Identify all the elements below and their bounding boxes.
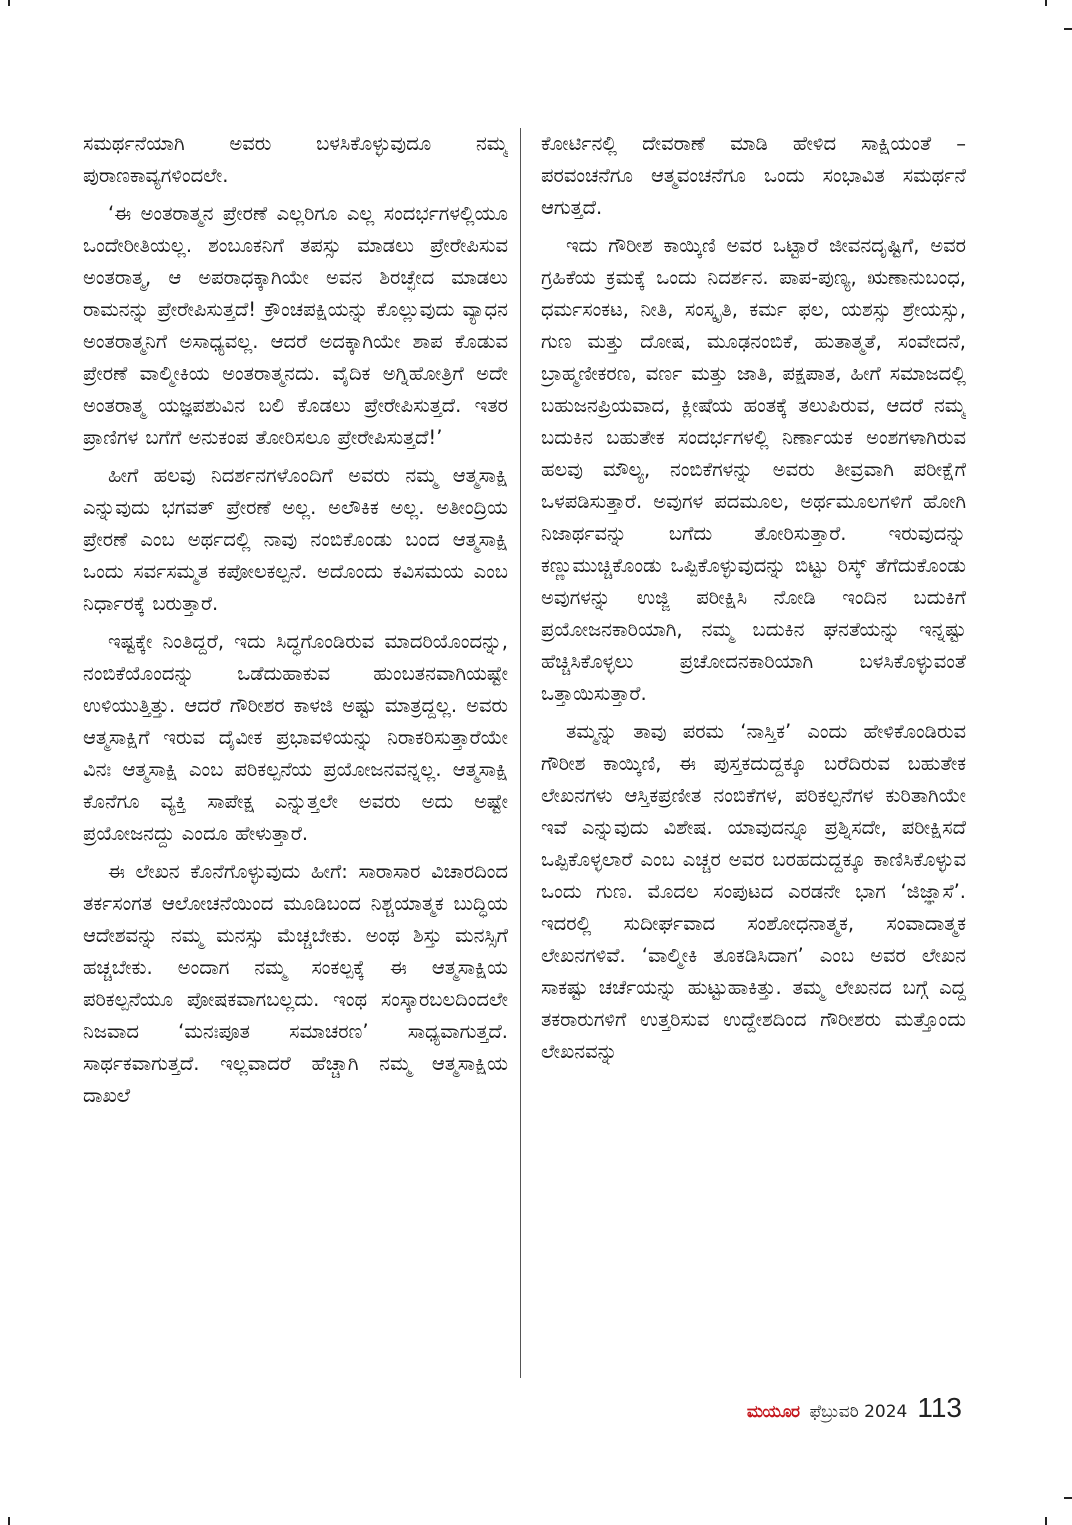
paragraph: ಹೀಗೆ ಹಲವು ನಿದರ್ಶನಗಳೊಂದಿಗೆ ಅವರು ನಮ್ಮ ಆತ್ಮಸಾಕ್ಷಿ ಎನ್ನುವುದು ಭಗವತ್ ಪ್ರೇರಣೆ ಅಲ್ಲ. ಅಲೌಕಿಕ ಅಲ್ಲ. ಅತೀಂದ್ರಿಯ ಪ್ರೇರಣೆ ಎಂಬ ಅರ್ಥದಲ್ಲಿ ನಾವು ನಂಬಿಕೊಂಡು ಬಂದ ಆತ್ಮಸಾಕ್ಷಿ ಒಂದು ಸರ್ವಸಮ್ಮತ ಕಪೋಲಕಲ್ಪನೆ. ಅದೊಂದು ಕವಿಸಮಯ ಎಂಬ ನಿರ್ಧಾರಕ್ಕೆ ಬರುತ್ತಾರೆ. bbox=[83, 464, 508, 615]
paragraph: ‘ಈ ಅಂತರಾತ್ಮನ ಪ್ರೇರಣೆ ಎಲ್ಲರಿಗೂ ಎಲ್ಲ ಸಂದರ್ಭಗಳಲ್ಲಿಯೂ ಒಂದೇರೀತಿಯಲ್ಲ. ಶಂಬೂಕನಿಗೆ ತಪಸ್ಸು ಮಾಡಲು ಪ್ರೇರೇಪಿಸುವ ಅಂತರಾತ್ಮ, ಆ ಅಪರಾಧಕ್ಕಾಗಿಯೇ ಅವನ ಶಿರಚ್ಛೇದ ಮಾಡಲು ರಾಮನನ್ನು ಪ್ರೇರೇಪಿಸುತ್ತದೆ! ಕ್ರೌಂಚಪಕ್ಷಿಯನ್ನು ಕೊಲ್ಲುವುದು ವ್ಯಾಧನ ಅಂತರಾತ್ಮನಿಗೆ ಅಸಾಧ್ಯವಲ್ಲ. ಆದರೆ ಅದಕ್ಕಾಗಿಯೇ ಶಾಪ ಕೊಡುವ ಪ್ರೇರಣೆ ವಾಲ್ಮೀಕಿಯ ಅಂತರಾತ್ಮನದು. ವೈದಿಕ ಅಗ್ನಿಹೋತ್ರಿಗೆ ಅದೇ ಅಂತರಾತ್ಮ ಯಜ್ಞಪಶುವಿನ ಬಲಿ ಕೊಡಲು ಪ್ರೇರೇಪಿಸುತ್ತದೆ. ಇತರ ಪ್ರಾಣಿಗಳ ಬಗೆಗೆ ಅನುಕಂಪ ತೋರಿಸಲೂ ಪ್ರೇರೇಪಿಸುತ್ತದೆ!’ bbox=[83, 202, 508, 449]
article-body bbox=[83, 128, 966, 1378]
paragraph: ಕೋರ್ಟಿನಲ್ಲಿ ದೇವರಾಣೆ ಮಾಡಿ ಹೇಳಿದ ಸಾಕ್ಷಿಯಂತೆ – ಪರವಂಚನೆಗೂ ಆತ್ಮವಂಚನೆಗೂ ಒಂದು ಸಂಭಾವಿತ ಸಮರ್ಥನೆ ಆಗುತ್ತದೆ. bbox=[541, 132, 966, 219]
page-footer bbox=[747, 1392, 962, 1424]
page-number: 113 bbox=[917, 1392, 962, 1423]
crop-mark-top-right bbox=[1045, 0, 1047, 6]
crop-mark-bottom-left bbox=[8, 1517, 10, 1525]
crop-mark-bottom-right bbox=[1045, 1517, 1047, 1525]
paragraph: ಸಮರ್ಥನೆಯಾಗಿ ಅವರು ಬಳಸಿಕೊಳ್ಳುವುದೂ ನಮ್ಮ ಪುರಾಣಕಾವ್ಯಗಳಿಂದಲೇ. bbox=[83, 132, 508, 187]
right-column bbox=[541, 128, 966, 1378]
paragraph: ಇದು ಗೌರೀಶ ಕಾಯ್ಕಿಣಿ ಅವರ ಒಟ್ಟಾರೆ ಜೀವನದೃಷ್ಟಿಗೆ, ಅವರ ಗ್ರಹಿಕೆಯ ಕ್ರಮಕ್ಕೆ ಒಂದು ನಿದರ್ಶನ. ಪಾಪ-ಪುಣ್ಯ, ಋಣಾನುಬಂಧ, ಧರ್ಮಸಂಕಟ, ನೀತಿ, ಸಂಸ್ಕೃತಿ, ಕರ್ಮ ಫಲ, ಯಶಸ್ಸು ಶ್ರೇಯಸ್ಸು, ಗುಣ ಮತ್ತು ದೋಷ, ಮೂಢನಂಬಿಕೆ, ಹುತಾತ್ಮತೆ, ಸಂವೇದನೆ, ಬ್ರಾಹ್ಮಣೀಕರಣ, ವರ್ಣ ಮತ್ತು ಜಾತಿ, ಪಕ್ಷಪಾತ, ಹೀಗೆ ಸಮಾಜದಲ್ಲಿ ಬಹುಜನಪ್ರಿಯವಾದ, ಕ್ಲೀಷೆಯ ಹಂತಕ್ಕೆ ತಲುಪಿರುವ, ಆದರೆ ನಮ್ಮ ಬದುಕಿನ ಬಹುತೇಕ ಸಂದರ್ಭಗಳಲ್ಲಿ ನಿರ್ಣಾಯಕ ಅಂಶಗಳಾಗಿರುವ ಹಲವು ಮೌಲ್ಯ, ನಂಬಿಕೆಗಳನ್ನು ಅವರು ತೀವ್ರವಾಗಿ ಪರೀಕ್ಷೆಗೆ ಒಳಪಡಿಸುತ್ತಾರೆ. ಅವುಗಳ ಪದಮೂಲ, ಅರ್ಥಮೂಲಗಳಿಗೆ ಹೋಗಿ ನಿಜಾರ್ಥವನ್ನು ಬಗೆದು ತೋರಿಸುತ್ತಾರೆ. ಇರುವುದನ್ನು ಕಣ್ಣುಮುಚ್ಚಿಕೊಂಡು ಒಪ್ಪಿಕೊಳ್ಳುವುದನ್ನು ಬಿಟ್ಟು ರಿಸ್ಕ್ ತೆಗೆದುಕೊಂಡು ಅವುಗಳನ್ನು ಉಜ್ಜಿ ಪರೀಕ್ಷಿಸಿ ನೋಡಿ ಇಂದಿನ ಬದುಕಿಗೆ ಪ್ರಯೋಜನಕಾರಿಯಾಗಿ, ನಮ್ಮ ಬದುಕಿನ ಘನತೆಯನ್ನು ಇನ್ನಷ್ಟು ಹೆಚ್ಚಿಸಿಕೊಳ್ಳಲು ಪ್ರಚೋದನಕಾರಿಯಾಗಿ ಬಳಸಿಕೊಳ್ಳುವಂತೆ ಒತ್ತಾಯಿಸುತ್ತಾರೆ. bbox=[541, 234, 966, 705]
paragraph: ತಮ್ಮನ್ನು ತಾವು ಪರಮ ‘ನಾಸ್ತಿಕ’ ಎಂದು ಹೇಳಿಕೊಂಡಿರುವ ಗೌರೀಶ ಕಾಯ್ಕಿಣಿ, ಈ ಪುಸ್ತಕದುದ್ದಕ್ಕೂ ಬರೆದಿರುವ ಬಹುತೇಕ ಲೇಖನಗಳು ಆಸ್ತಿಕಪ್ರಣೀತ ನಂಬಿಕೆಗಳ, ಪರಿಕಲ್ಪನೆಗಳ ಕುರಿತಾಗಿಯೇ ಇವೆ ಎನ್ನುವುದು ವಿಶೇಷ. ಯಾವುದನ್ನೂ ಪ್ರಶ್ನಿಸದೇ, ಪರೀಕ್ಷಿಸದೆ ಒಪ್ಪಿಕೊಳ್ಳಲಾರೆ ಎಂಬ ಎಚ್ಚರ ಅವರ ಬರಹದುದ್ದಕ್ಕೂ ಕಾಣಿಸಿಕೊಳ್ಳುವ ಒಂದು ಗುಣ. ಮೊದಲ ಸಂಪುಟದ ಎರಡನೇ ಭಾಗ ‘ಜಿಜ್ಞಾಸೆ’. ಇದರಲ್ಲಿ ಸುದೀರ್ಘವಾದ ಸಂಶೋಧನಾತ್ಮಕ, ಸಂವಾದಾತ್ಮಕ ಲೇಖನಗಳಿವೆ. ‘ವಾಲ್ಮೀಕಿ ತೂಕಡಿಸಿದಾಗ’ ಎಂಬ ಅವರ ಲೇಖನ ಸಾಕಷ್ಟು ಚರ್ಚೆಯನ್ನು ಹುಟ್ಟುಹಾಕಿತ್ತು. ತಮ್ಮ ಲೇಖನದ ಬಗ್ಗೆ ಎದ್ದ ತಕರಾರುಗಳಿಗೆ ಉತ್ತರಿಸುವ ಉದ್ದೇಶದಿಂದ ಗೌರೀಶರು ಮತ್ತೊಂದು ಲೇಖನವನ್ನು bbox=[541, 720, 966, 1063]
left-column bbox=[83, 128, 508, 1378]
paragraph: ಇಷ್ಟಕ್ಕೇ ನಿಂತಿದ್ದರೆ, ಇದು ಸಿದ್ಧಗೊಂಡಿರುವ ಮಾದರಿಯೊಂದನ್ನು, ನಂಬಿಕೆಯೊಂದನ್ನು ಒಡೆದುಹಾಕುವ ಹುಂಬತನವಾಗಿಯಷ್ಟೇ ಉಳಿಯುತ್ತಿತ್ತು. ಆದರೆ ಗೌರೀಶರ ಕಾಳಜಿ ಅಷ್ಟು ಮಾತ್ರದ್ದಲ್ಲ. ಅವರು ಆತ್ಮಸಾಕ್ಷಿಗೆ ಇರುವ ದೈವೀಕ ಪ್ರಭಾವಳಿಯನ್ನು ನಿರಾಕರಿಸುತ್ತಾರೆಯೇ ವಿನಃ ಆತ್ಮಸಾಕ್ಷಿ ಎಂಬ ಪರಿಕಲ್ಪನೆಯ ಪ್ರಯೋಜನವನ್ನಲ್ಲ. ಆತ್ಮಸಾಕ್ಷಿ ಕೊನೆಗೂ ವ್ಯಕ್ತಿ ಸಾಪೇಕ್ಷ ಎನ್ನುತ್ತಲೇ ಅವರು ಅದು ಅಷ್ಟೇ ಪ್ರಯೋಜನದ್ದು ಎಂದೂ ಹೇಳುತ್ತಾರೆ. bbox=[83, 630, 508, 845]
paragraph: ಈ ಲೇಖನ ಕೊನೆಗೊಳ್ಳುವುದು ಹೀಗೆ: ಸಾರಾಸಾರ ವಿಚಾರದಿಂದ ತರ್ಕಸಂಗತ ಆಲೋಚನೆಯಿಂದ ಮೂಡಿಬಂದ ನಿಶ್ಚಯಾತ್ಮಕ ಬುದ್ಧಿಯ ಆದೇಶವನ್ನು ನಮ್ಮ ಮನಸ್ಸು ಮೆಚ್ಚಬೇಕು. ಅಂಥ ಶಿಸ್ತು ಮನಸ್ಸಿಗೆ ಹಚ್ಚಬೇಕು. ಅಂದಾಗ ನಮ್ಮ ಸಂಕಲ್ಪಕ್ಕೆ ಈ ಆತ್ಮಸಾಕ್ಷಿಯ ಪರಿಕಲ್ಪನೆಯೂ ಪೋಷಕವಾಗಬಲ್ಲದು. ಇಂಥ ಸಂಸ್ಕಾರಬಲದಿಂದಲೇ ನಿಜವಾದ ‘ಮನಃಪೂತ ಸಮಾಚರಣ’ ಸಾಧ್ಯವಾಗುತ್ತದೆ. ಸಾರ್ಥಕವಾಗುತ್ತದೆ. ಇಲ್ಲವಾದರೆ ಹೆಚ್ಚಾಗಿ ನಮ್ಮ ಆತ್ಮಸಾಕ್ಷಿಯ ದಾಖಲೆ bbox=[83, 860, 508, 1107]
column-divider bbox=[520, 128, 521, 1378]
crop-mark-right-lower bbox=[1064, 1497, 1072, 1499]
crop-mark-top-left bbox=[8, 0, 10, 6]
issue-date: ಫೆಬ್ರುವರಿ 2024 bbox=[809, 1402, 908, 1422]
crop-mark-right-upper bbox=[1064, 28, 1072, 30]
magazine-logo: ಮಯೂರ bbox=[746, 1402, 800, 1422]
